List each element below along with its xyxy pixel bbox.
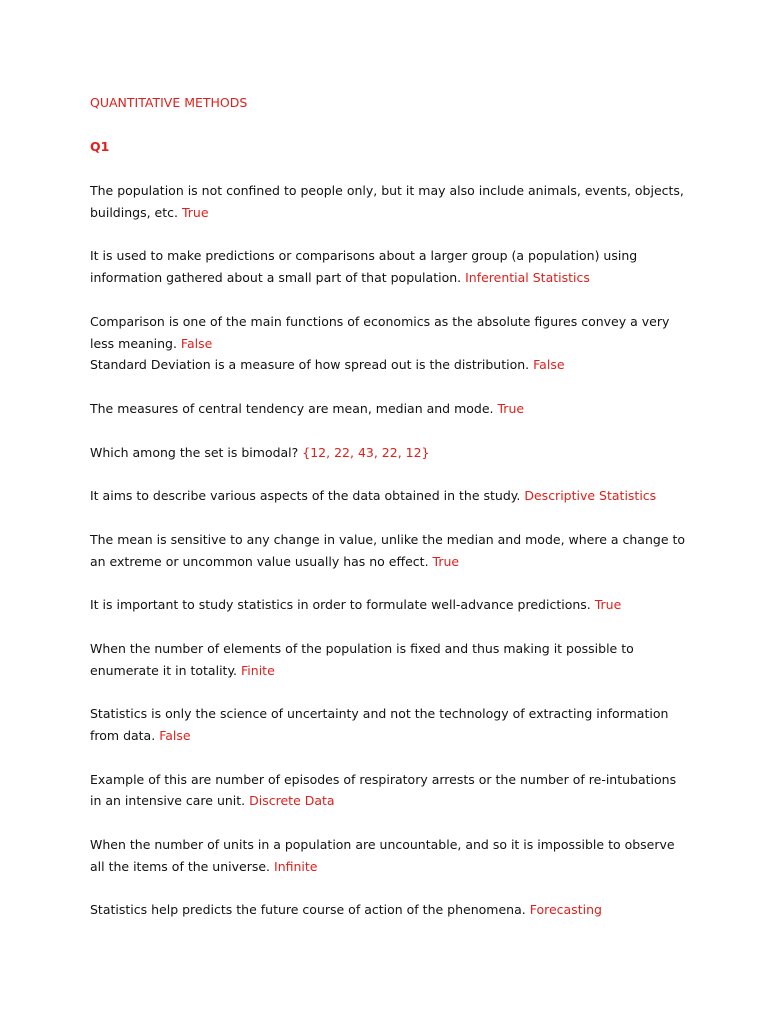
statement-item: [90, 311, 690, 355]
statement-item: [90, 638, 690, 682]
statement-text: Statistics is only the science of uncertainty and not the technology of extracting information from data.: [90, 706, 669, 743]
statement-text: The population is not confined to people only, but it may also include animals, events, objects, buildings, etc.: [90, 183, 684, 220]
statement-answer: Forecasting: [529, 902, 602, 918]
statement-text: Example of this are number of episodes of respiratory arrests or the number of re-intubations in an intensive care unit.: [90, 771, 677, 809]
statement-answer: False: [533, 357, 565, 373]
statement-text: Standard Deviation is a measure of how spread out is the distribution.: [90, 357, 530, 373]
statement-text: When the number of units in a population are uncountable, and so it is impossible to observe all the items of the universe.: [90, 836, 675, 874]
statement-answer: True: [497, 400, 525, 416]
statement-text: It is used to make predictions or comparisons about a larger group (a population) using information gathered about a small part of that population.: [90, 248, 638, 286]
statement-answer: True: [181, 204, 209, 220]
statement-item: [90, 899, 690, 921]
statement-item: [90, 354, 690, 376]
statement-text: The mean is sensitive to any change in value, unlike the median and mode, where a change to an extreme or uncommon value usually has no effect.: [90, 531, 686, 569]
statement-answer: True: [594, 597, 622, 613]
statement-text: Statistics help predicts the future course of action of the phenomena.: [90, 902, 526, 918]
statement-text: It aims to describe various aspects of the data obtained in the study.: [90, 488, 521, 504]
statement-answer: {12, 22, 43, 22, 12}: [302, 444, 430, 460]
statement-item: [90, 245, 690, 289]
document-page: [90, 92, 690, 943]
statement-text: When the number of elements of the population is fixed and thus making it possible to enumerate it in totality.: [90, 640, 634, 678]
statement-answer: False: [159, 727, 191, 743]
statement-item: [90, 442, 690, 464]
statement-answer: Infinite: [274, 858, 318, 874]
statement-answer: True: [432, 553, 460, 569]
statement-text: It is important to study statistics in order to formulate well-advance predictions.: [90, 597, 591, 613]
statement-answer: False: [180, 335, 213, 351]
statement-answer: Finite: [241, 662, 275, 678]
document-title: QUANTITATIVE METHODS: [90, 95, 248, 110]
statement-text: Which among the set is bimodal?: [90, 444, 299, 460]
statement-item: [90, 398, 690, 420]
statement-item: [90, 769, 690, 813]
statement-answer: Discrete Data: [249, 793, 335, 809]
statement-text: The measures of central tendency are mean, median and mode.: [90, 400, 494, 416]
statement-item: [90, 180, 690, 224]
statement-item: [90, 529, 690, 573]
question-number: Q1: [90, 139, 110, 154]
statement-item: [90, 834, 690, 878]
statement-answer: Inferential Statistics: [465, 270, 590, 286]
statement-answer: Descriptive Statistics: [524, 488, 657, 504]
statement-text: Comparison is one of the main functions of economics as the absolute figures convey a very less meaning.: [90, 313, 670, 351]
statement-item: [90, 703, 690, 747]
statement-item: [90, 485, 690, 507]
statement-item: [90, 594, 690, 616]
